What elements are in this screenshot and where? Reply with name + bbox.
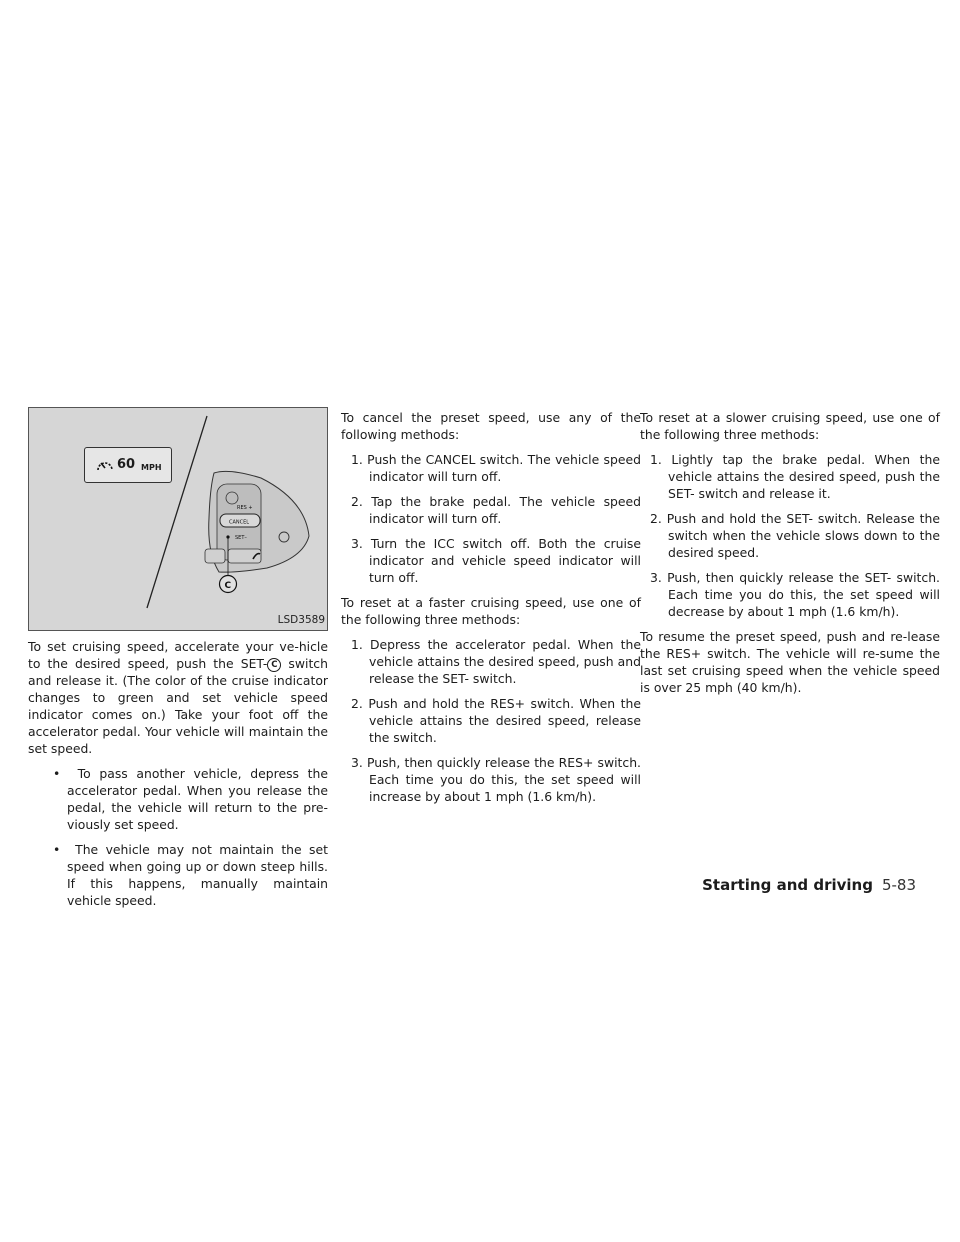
cancel-switch-label: CANCEL [229,519,250,526]
faster-item-3: 3. Push, then quickly release the RES+ switch. Each time you do this, the set speed will increase by about 1 mph (1.6 km/h). [351,755,641,804]
set-speed-paragraph [28,638,328,757]
page-number: 5-83 [881,876,916,894]
faster-item-1: 1. Depress the accelerator pedal. When the vehicle attains the desired speed, push and release the SET- switch. [351,637,641,686]
figure-id: LSD3589 [277,614,325,626]
bullet-pass-vehicle: • To pass another vehicle, depress the accelerator pedal. When you release the pedal, the vehicle will return to the pre-viously set speed. [53,766,328,832]
set-switch-label: SET– [235,535,247,541]
cruise-switch-figure [28,407,328,631]
cancel-intro: To cancel the preset speed, use any of the following methods: [341,410,641,442]
resume-paragraph: To resume the preset speed, push and re-lease the RES+ switch. The vehicle will re-sume the last set cruising speed when the vehicle speed is over 25 mph (40 km/h). [640,629,940,695]
bullet-text: The vehicle may not maintain the set speed when going up or down steep hills. If this happens, manually maintain vehicle speed. [67,842,328,908]
cancel-item-3: 3. Turn the ICC switch off. Both the cruise indicator and vehicle speed indicator will turn off. [351,536,641,585]
slower-intro: To reset at a slower cruising speed, use one of the following three methods: [640,410,940,442]
faster-intro: To reset at a faster cruising speed, use one of the following three methods: [341,595,641,627]
callout-c-label: C [224,581,232,591]
set-speed-rest: switch and release it. (The color of the cruise indicator changes to green and set vehicle speed indicator comes on.) Take your foot off the accelerator pedal. Your vehicle will maintain the set speed. [28,656,328,756]
set-speed-intro: To set cruising speed, accelerate your ve-hicle to the desired speed, push the SET- [28,639,328,671]
faster-item-2: 2. Push and hold the RES+ switch. When the vehicle attains the desired speed, release the switch. [351,696,641,745]
slower-item-2: 2. Push and hold the SET- switch. Release the switch when the vehicle slows down to the desired speed. [650,511,940,560]
page-footer [702,876,916,894]
speed-indicator-display [84,447,172,483]
res-switch-label: RES + [237,505,253,511]
slower-item-3: 3. Push, then quickly release the SET- switch. Each time you do this, the set speed will decrease by about 1 mph (1.6 km/h). [650,570,940,619]
section-title: Starting and driving [702,876,873,894]
column-3 [640,409,940,704]
column-1 [28,407,328,917]
bullet-steep-hills: • The vehicle may not maintain the set speed when going up or down steep hills. If this happens, manually maintain vehicle speed. [53,842,328,908]
steering-wheel-illustration [29,408,327,630]
speed-value: 60 [117,457,136,472]
callout-c-icon: C [267,658,281,672]
column-2 [341,409,641,813]
cancel-item-2: 2. Tap the brake pedal. The vehicle speed indicator will turn off. [351,494,641,526]
cancel-item-1: 1. Push the CANCEL switch. The vehicle speed indicator will turn off. [351,452,641,484]
bullet-text: To pass another vehicle, depress the accelerator pedal. When you release the pedal, the vehicle will return to the pre-viously set speed. [67,766,328,832]
speed-unit: MPH [141,463,162,472]
slower-item-1: 1. Lightly tap the brake pedal. When the vehicle attains the desired speed, push the SET- switch and release it. [650,452,940,501]
speedometer-icon [96,457,114,473]
